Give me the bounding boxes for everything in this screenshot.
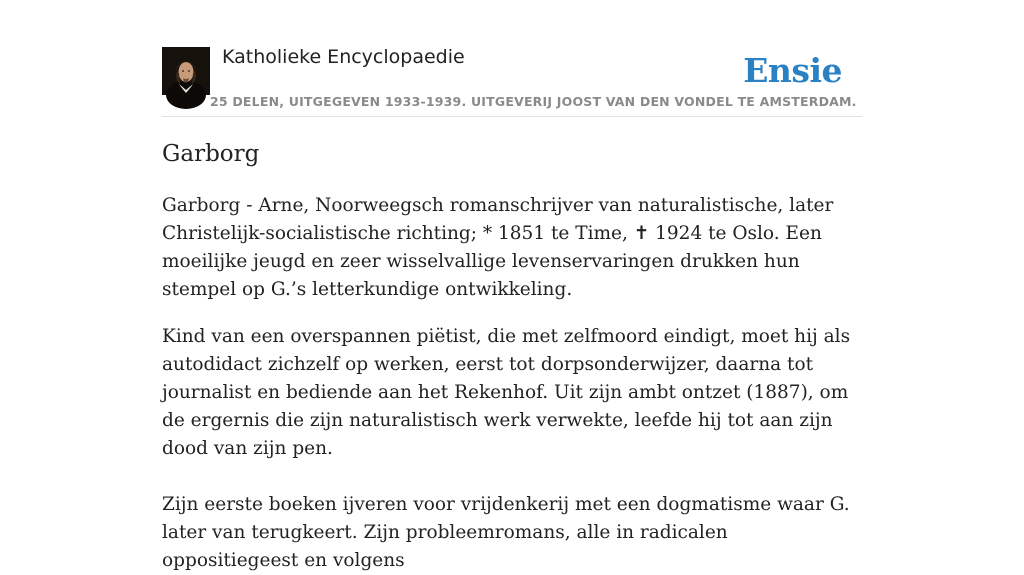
site-title-link[interactable]: Katholieke Encyclopaedie	[222, 46, 465, 68]
article-paragraph: Garborg - Arne, Noorweegsch romanschrijver van naturalistische, later Christelijk-socialistische richting; * 1851 te Time, ✝ 1924 te Oslo. Een moeilijke jeugd en zeer wisselvallige levenservaringen drukken hun stempel op G.’s letterkundige ontwikkeling.	[162, 195, 834, 300]
article-title: Garborg	[162, 141, 260, 167]
site-header	[162, 44, 862, 117]
article	[162, 136, 867, 575]
portrait-avatar-icon[interactable]	[162, 47, 210, 95]
ensie-logo-link[interactable]: Ensie	[743, 51, 842, 90]
article-paragraph: Zijn eerste boeken ijveren voor vrijdenkerij met een dogmatisme waar G. later van terugkeert. Zijn probleemromans, alle in radicalen oppositiegeest en volgens	[162, 494, 850, 571]
article-paragraph: Kind van een overspannen piëtist, die met zelfmoord eindigt, moet hij als autodidact zichzelf op werken, eerst tot dorpsonderwijzer, daarna tot journalist en bediende aan het Rekenhof. Uit zijn ambt ontzet (1887), om de ergernis die zijn naturalistisch werk verwekte, leefde hij tot aan zijn dood van zijn pen.	[162, 326, 851, 459]
site-subtitle: 25 DELEN, UITGEGEVEN 1933-1939. UITGEVERIJ JOOST VAN DEN VONDEL TE AMSTERDAM.	[210, 94, 857, 109]
